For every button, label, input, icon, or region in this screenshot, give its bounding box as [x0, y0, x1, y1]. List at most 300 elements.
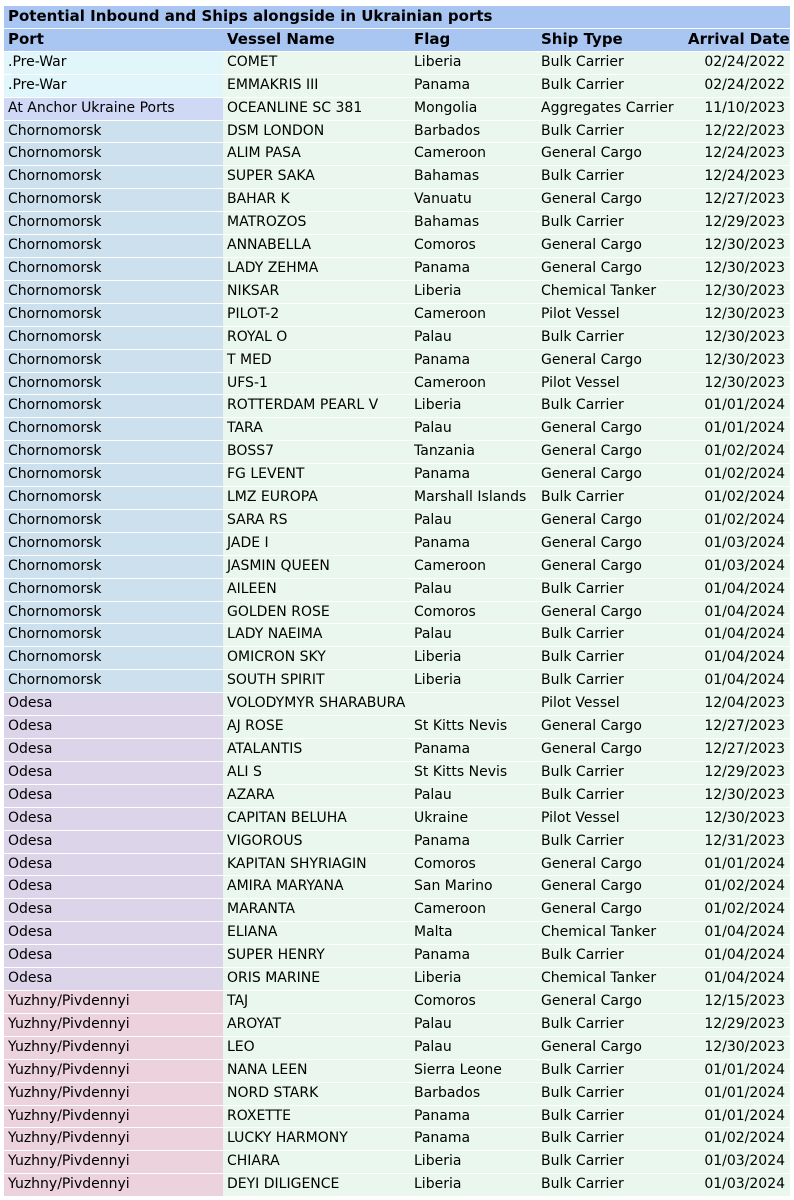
arrival-date-cell: 12/30/2023: [684, 281, 790, 303]
flag-cell: [410, 693, 537, 715]
arrival-date-cell: 12/27/2023: [684, 716, 790, 738]
ship-type-cell: Bulk Carrier: [537, 52, 684, 74]
arrival-date-cell: 01/04/2024: [684, 579, 790, 601]
vessel-name-cell: OCEANLINE SC 381: [223, 98, 410, 120]
flag-cell: Cameroon: [410, 143, 537, 165]
flag-cell: Liberia: [410, 1151, 537, 1173]
table-row: [4, 75, 790, 97]
port-cell: Chornomorsk: [4, 579, 223, 601]
vessel-name-cell: KAPITAN SHYRIAGIN: [223, 854, 410, 876]
vessel-name-cell: ALIM PASA: [223, 143, 410, 165]
port-cell: Chornomorsk: [4, 647, 223, 669]
port-cell: Chornomorsk: [4, 487, 223, 509]
vessel-name-cell: BAHAR K: [223, 189, 410, 211]
table-row: [4, 624, 790, 646]
table-row: [4, 762, 790, 784]
vessel-name-cell: T MED: [223, 350, 410, 372]
flag-cell: Comoros: [410, 602, 537, 624]
port-cell: Chornomorsk: [4, 189, 223, 211]
port-cell: Chornomorsk: [4, 235, 223, 257]
port-cell: Odesa: [4, 968, 223, 990]
ship-type-cell: Chemical Tanker: [537, 281, 684, 303]
vessel-name-cell: CHIARA: [223, 1151, 410, 1173]
arrival-date-cell: 12/24/2023: [684, 166, 790, 188]
flag-cell: Panama: [410, 945, 537, 967]
flag-cell: Barbados: [410, 121, 537, 143]
port-cell: Yuzhny/Pivdennyi: [4, 1037, 223, 1059]
flag-cell: Palau: [410, 579, 537, 601]
table-row: [4, 52, 790, 74]
ship-type-cell: Bulk Carrier: [537, 212, 684, 234]
arrival-date-cell: 12/30/2023: [684, 785, 790, 807]
port-cell: Yuzhny/Pivdennyi: [4, 1014, 223, 1036]
ship-type-cell: Bulk Carrier: [537, 1151, 684, 1173]
port-cell: At Anchor Ukraine Ports: [4, 98, 223, 120]
table-row: [4, 602, 790, 624]
flag-cell: Malta: [410, 922, 537, 944]
flag-cell: Comoros: [410, 854, 537, 876]
flag-cell: Liberia: [410, 281, 537, 303]
arrival-date-cell: 12/04/2023: [684, 693, 790, 715]
arrival-date-cell: 12/29/2023: [684, 762, 790, 784]
table-row: [4, 922, 790, 944]
table-row: [4, 166, 790, 188]
table-row: [4, 235, 790, 257]
arrival-date-cell: 01/02/2024: [684, 510, 790, 532]
table-row: [4, 1174, 790, 1196]
flag-cell: Panama: [410, 533, 537, 555]
flag-cell: Panama: [410, 258, 537, 280]
arrival-date-cell: 12/22/2023: [684, 121, 790, 143]
table-row: [4, 991, 790, 1013]
ship-type-cell: Bulk Carrier: [537, 75, 684, 97]
header-row: [4, 29, 790, 51]
ship-type-cell: General Cargo: [537, 876, 684, 898]
vessel-name-cell: DEYI DILIGENCE: [223, 1174, 410, 1196]
vessel-name-cell: NIKSAR: [223, 281, 410, 303]
flag-cell: Panama: [410, 75, 537, 97]
arrival-date-cell: 01/04/2024: [684, 647, 790, 669]
vessel-name-cell: COMET: [223, 52, 410, 74]
arrival-date-cell: 01/04/2024: [684, 968, 790, 990]
table-row: [4, 281, 790, 303]
arrival-date-cell: 12/30/2023: [684, 258, 790, 280]
ship-type-cell: Bulk Carrier: [537, 945, 684, 967]
vessel-name-cell: BOSS7: [223, 441, 410, 463]
port-cell: Yuzhny/Pivdennyi: [4, 1151, 223, 1173]
ship-table: [4, 5, 790, 1197]
ship-type-cell: General Cargo: [537, 854, 684, 876]
ship-type-cell: General Cargo: [537, 258, 684, 280]
table-row: [4, 579, 790, 601]
port-cell: Odesa: [4, 716, 223, 738]
arrival-date-cell: 01/04/2024: [684, 624, 790, 646]
arrival-date-cell: 01/03/2024: [684, 1174, 790, 1196]
port-cell: Yuzhny/Pivdennyi: [4, 1106, 223, 1128]
table-row: [4, 945, 790, 967]
flag-cell: St Kitts Nevis: [410, 716, 537, 738]
flag-cell: Vanuatu: [410, 189, 537, 211]
table-row: [4, 350, 790, 372]
port-cell: Chornomorsk: [4, 258, 223, 280]
ship-type-cell: Bulk Carrier: [537, 670, 684, 692]
table-row: [4, 670, 790, 692]
table-row: [4, 212, 790, 234]
vessel-name-cell: AZARA: [223, 785, 410, 807]
arrival-date-cell: 01/03/2024: [684, 533, 790, 555]
table-row: [4, 304, 790, 326]
flag-cell: Palau: [410, 624, 537, 646]
flag-cell: Panama: [410, 831, 537, 853]
ship-type-cell: Pilot Vessel: [537, 304, 684, 326]
arrival-date-cell: 01/02/2024: [684, 899, 790, 921]
vessel-name-cell: AJ ROSE: [223, 716, 410, 738]
flag-cell: Liberia: [410, 52, 537, 74]
flag-cell: Cameroon: [410, 304, 537, 326]
flag-cell: Liberia: [410, 1174, 537, 1196]
table-row: [4, 1060, 790, 1082]
vessel-name-cell: NORD STARK: [223, 1083, 410, 1105]
ship-type-cell: Pilot Vessel: [537, 373, 684, 395]
port-cell: Chornomorsk: [4, 418, 223, 440]
vessel-name-cell: ROTTERDAM PEARL V: [223, 395, 410, 417]
arrival-date-cell: 01/01/2024: [684, 1060, 790, 1082]
arrival-date-cell: 01/03/2024: [684, 556, 790, 578]
arrival-date-cell: 01/02/2024: [684, 441, 790, 463]
ship-type-cell: General Cargo: [537, 350, 684, 372]
vessel-name-cell: NANA LEEN: [223, 1060, 410, 1082]
arrival-date-cell: 12/30/2023: [684, 304, 790, 326]
port-cell: Chornomorsk: [4, 327, 223, 349]
table-row: [4, 533, 790, 555]
port-cell: Chornomorsk: [4, 304, 223, 326]
flag-cell: Palau: [410, 327, 537, 349]
ship-type-cell: Bulk Carrier: [537, 487, 684, 509]
ship-type-cell: Bulk Carrier: [537, 1106, 684, 1128]
arrival-date-cell: 01/04/2024: [684, 602, 790, 624]
ship-type-cell: Bulk Carrier: [537, 121, 684, 143]
vessel-name-cell: LUCKY HARMONY: [223, 1128, 410, 1150]
arrival-date-cell: 12/15/2023: [684, 991, 790, 1013]
flag-cell: Panama: [410, 464, 537, 486]
vessel-name-cell: VIGOROUS: [223, 831, 410, 853]
flag-cell: Palau: [410, 785, 537, 807]
vessel-name-cell: ELIANA: [223, 922, 410, 944]
flag-cell: Palau: [410, 510, 537, 532]
ship-type-cell: Bulk Carrier: [537, 647, 684, 669]
port-cell: Odesa: [4, 899, 223, 921]
port-cell: Yuzhny/Pivdennyi: [4, 1060, 223, 1082]
port-cell: Yuzhny/Pivdennyi: [4, 1174, 223, 1196]
flag-cell: Sierra Leone: [410, 1060, 537, 1082]
ship-type-cell: General Cargo: [537, 991, 684, 1013]
flag-cell: Tanzania: [410, 441, 537, 463]
arrival-date-cell: 12/30/2023: [684, 235, 790, 257]
header-port: Port: [4, 29, 223, 51]
port-cell: Chornomorsk: [4, 533, 223, 555]
port-cell: Odesa: [4, 854, 223, 876]
flag-cell: Comoros: [410, 235, 537, 257]
ship-type-cell: General Cargo: [537, 716, 684, 738]
ship-type-cell: General Cargo: [537, 143, 684, 165]
flag-cell: Panama: [410, 1106, 537, 1128]
vessel-name-cell: LEO: [223, 1037, 410, 1059]
ship-table-sheet: [4, 5, 790, 1197]
vessel-name-cell: MARANTA: [223, 899, 410, 921]
vessel-name-cell: ROXETTE: [223, 1106, 410, 1128]
table-row: [4, 1128, 790, 1150]
flag-cell: Cameroon: [410, 899, 537, 921]
ship-type-cell: Bulk Carrier: [537, 1083, 684, 1105]
table-body: [4, 52, 790, 1196]
arrival-date-cell: 01/02/2024: [684, 876, 790, 898]
table-row: [4, 876, 790, 898]
vessel-name-cell: AILEEN: [223, 579, 410, 601]
flag-cell: Mongolia: [410, 98, 537, 120]
vessel-name-cell: ORIS MARINE: [223, 968, 410, 990]
flag-cell: Comoros: [410, 991, 537, 1013]
ship-type-cell: General Cargo: [537, 464, 684, 486]
port-cell: Chornomorsk: [4, 602, 223, 624]
vessel-name-cell: TAJ: [223, 991, 410, 1013]
table-row: [4, 808, 790, 830]
flag-cell: Barbados: [410, 1083, 537, 1105]
table-row: [4, 1083, 790, 1105]
arrival-date-cell: 01/01/2024: [684, 1106, 790, 1128]
vessel-name-cell: JADE I: [223, 533, 410, 555]
ship-type-cell: General Cargo: [537, 418, 684, 440]
ship-type-cell: Bulk Carrier: [537, 1128, 684, 1150]
port-cell: Odesa: [4, 693, 223, 715]
port-cell: Chornomorsk: [4, 395, 223, 417]
port-cell: Chornomorsk: [4, 212, 223, 234]
ship-type-cell: Bulk Carrier: [537, 166, 684, 188]
arrival-date-cell: 02/24/2022: [684, 52, 790, 74]
flag-cell: San Marino: [410, 876, 537, 898]
flag-cell: Marshall Islands: [410, 487, 537, 509]
arrival-date-cell: 12/30/2023: [684, 373, 790, 395]
arrival-date-cell: 01/04/2024: [684, 922, 790, 944]
port-cell: Chornomorsk: [4, 373, 223, 395]
ship-type-cell: Chemical Tanker: [537, 922, 684, 944]
table-row: [4, 1037, 790, 1059]
vessel-name-cell: SOUTH SPIRIT: [223, 670, 410, 692]
vessel-name-cell: GOLDEN ROSE: [223, 602, 410, 624]
ship-type-cell: General Cargo: [537, 441, 684, 463]
port-cell: Chornomorsk: [4, 350, 223, 372]
ship-type-cell: Chemical Tanker: [537, 968, 684, 990]
arrival-date-cell: 12/30/2023: [684, 1037, 790, 1059]
arrival-date-cell: 01/03/2024: [684, 1151, 790, 1173]
ship-type-cell: Pilot Vessel: [537, 808, 684, 830]
port-cell: Odesa: [4, 831, 223, 853]
vessel-name-cell: AROYAT: [223, 1014, 410, 1036]
port-cell: Yuzhny/Pivdennyi: [4, 991, 223, 1013]
arrival-date-cell: 12/30/2023: [684, 350, 790, 372]
arrival-date-cell: 12/30/2023: [684, 327, 790, 349]
flag-cell: Palau: [410, 1014, 537, 1036]
ship-type-cell: General Cargo: [537, 510, 684, 532]
vessel-name-cell: ATALANTIS: [223, 739, 410, 761]
ship-type-cell: Bulk Carrier: [537, 762, 684, 784]
ship-type-cell: General Cargo: [537, 602, 684, 624]
arrival-date-cell: 01/01/2024: [684, 1083, 790, 1105]
port-cell: Chornomorsk: [4, 464, 223, 486]
ship-type-cell: Bulk Carrier: [537, 1014, 684, 1036]
flag-cell: Liberia: [410, 395, 537, 417]
table-row: [4, 143, 790, 165]
flag-cell: Panama: [410, 350, 537, 372]
flag-cell: Panama: [410, 739, 537, 761]
flag-cell: Cameroon: [410, 373, 537, 395]
arrival-date-cell: 01/01/2024: [684, 854, 790, 876]
table-row: [4, 693, 790, 715]
port-cell: Odesa: [4, 945, 223, 967]
ship-type-cell: Bulk Carrier: [537, 1174, 684, 1196]
port-cell: .Pre-War: [4, 75, 223, 97]
table-row: [4, 556, 790, 578]
port-cell: Odesa: [4, 876, 223, 898]
flag-cell: Cameroon: [410, 556, 537, 578]
arrival-date-cell: 12/30/2023: [684, 808, 790, 830]
table-row: [4, 785, 790, 807]
flag-cell: Bahamas: [410, 212, 537, 234]
vessel-name-cell: LADY NAEIMA: [223, 624, 410, 646]
table-row: [4, 395, 790, 417]
table-row: [4, 189, 790, 211]
arrival-date-cell: 12/29/2023: [684, 212, 790, 234]
port-cell: Yuzhny/Pivdennyi: [4, 1128, 223, 1150]
vessel-name-cell: CAPITAN BELUHA: [223, 808, 410, 830]
vessel-name-cell: LMZ EUROPA: [223, 487, 410, 509]
vessel-name-cell: OMICRON SKY: [223, 647, 410, 669]
flag-cell: Palau: [410, 418, 537, 440]
table-row: [4, 441, 790, 463]
flag-cell: Palau: [410, 1037, 537, 1059]
table-row: [4, 121, 790, 143]
table-row: [4, 464, 790, 486]
ship-type-cell: Bulk Carrier: [537, 395, 684, 417]
ship-type-cell: Bulk Carrier: [537, 624, 684, 646]
arrival-date-cell: 02/24/2022: [684, 75, 790, 97]
table-row: [4, 373, 790, 395]
header-ship-type: Ship Type: [537, 29, 684, 51]
port-cell: Odesa: [4, 739, 223, 761]
arrival-date-cell: 01/01/2024: [684, 418, 790, 440]
ship-type-cell: Pilot Vessel: [537, 693, 684, 715]
port-cell: Odesa: [4, 762, 223, 784]
arrival-date-cell: 01/04/2024: [684, 945, 790, 967]
table-row: [4, 258, 790, 280]
arrival-date-cell: 12/27/2023: [684, 189, 790, 211]
arrival-date-cell: 01/04/2024: [684, 670, 790, 692]
flag-cell: Liberia: [410, 670, 537, 692]
table-row: [4, 487, 790, 509]
table-row: [4, 716, 790, 738]
table-row: [4, 899, 790, 921]
vessel-name-cell: ANNABELLA: [223, 235, 410, 257]
table-row: [4, 831, 790, 853]
vessel-name-cell: PILOT-2: [223, 304, 410, 326]
table-row: [4, 854, 790, 876]
ship-type-cell: Bulk Carrier: [537, 831, 684, 853]
ship-type-cell: Bulk Carrier: [537, 1060, 684, 1082]
table-row: [4, 1151, 790, 1173]
arrival-date-cell: 11/10/2023: [684, 98, 790, 120]
table-row: [4, 1014, 790, 1036]
port-cell: Yuzhny/Pivdennyi: [4, 1083, 223, 1105]
table-row: [4, 647, 790, 669]
flag-cell: Bahamas: [410, 166, 537, 188]
vessel-name-cell: FG LEVENT: [223, 464, 410, 486]
port-cell: Chornomorsk: [4, 166, 223, 188]
port-cell: Chornomorsk: [4, 556, 223, 578]
vessel-name-cell: LADY ZEHMA: [223, 258, 410, 280]
arrival-date-cell: 12/24/2023: [684, 143, 790, 165]
header-flag: Flag: [410, 29, 537, 51]
ship-type-cell: General Cargo: [537, 189, 684, 211]
port-cell: Odesa: [4, 808, 223, 830]
vessel-name-cell: EMMAKRIS III: [223, 75, 410, 97]
table-row: [4, 739, 790, 761]
port-cell: Odesa: [4, 785, 223, 807]
vessel-name-cell: MATROZOS: [223, 212, 410, 234]
arrival-date-cell: 01/01/2024: [684, 395, 790, 417]
flag-cell: Ukraine: [410, 808, 537, 830]
arrival-date-cell: 12/31/2023: [684, 831, 790, 853]
port-cell: Chornomorsk: [4, 510, 223, 532]
vessel-name-cell: AMIRA MARYANA: [223, 876, 410, 898]
vessel-name-cell: UFS-1: [223, 373, 410, 395]
arrival-date-cell: 12/29/2023: [684, 1014, 790, 1036]
flag-cell: St Kitts Nevis: [410, 762, 537, 784]
vessel-name-cell: SARA RS: [223, 510, 410, 532]
vessel-name-cell: JASMIN QUEEN: [223, 556, 410, 578]
port-cell: Chornomorsk: [4, 441, 223, 463]
vessel-name-cell: ALI S: [223, 762, 410, 784]
vessel-name-cell: SUPER SAKA: [223, 166, 410, 188]
ship-type-cell: General Cargo: [537, 739, 684, 761]
arrival-date-cell: 01/02/2024: [684, 487, 790, 509]
vessel-name-cell: SUPER HENRY: [223, 945, 410, 967]
ship-type-cell: Bulk Carrier: [537, 785, 684, 807]
arrival-date-cell: 01/02/2024: [684, 1128, 790, 1150]
port-cell: .Pre-War: [4, 52, 223, 74]
ship-type-cell: General Cargo: [537, 533, 684, 555]
vessel-name-cell: DSM LONDON: [223, 121, 410, 143]
table-row: [4, 418, 790, 440]
flag-cell: Panama: [410, 1128, 537, 1150]
flag-cell: Liberia: [410, 968, 537, 990]
flag-cell: Liberia: [410, 647, 537, 669]
ship-type-cell: General Cargo: [537, 1037, 684, 1059]
table-row: [4, 98, 790, 120]
ship-type-cell: Bulk Carrier: [537, 327, 684, 349]
port-cell: Chornomorsk: [4, 143, 223, 165]
ship-type-cell: General Cargo: [537, 235, 684, 257]
vessel-name-cell: ROYAL O: [223, 327, 410, 349]
ship-type-cell: Bulk Carrier: [537, 579, 684, 601]
arrival-date-cell: 01/02/2024: [684, 464, 790, 486]
table-row: [4, 510, 790, 532]
port-cell: Chornomorsk: [4, 670, 223, 692]
arrival-date-cell: 12/27/2023: [684, 739, 790, 761]
table-title: Potential Inbound and Ships alongside in Ukrainian ports: [4, 6, 790, 28]
port-cell: Chornomorsk: [4, 281, 223, 303]
port-cell: Chornomorsk: [4, 624, 223, 646]
vessel-name-cell: VOLODYMYR SHARABURA: [223, 693, 410, 715]
header-arrival-date: Arrival Date: [684, 29, 790, 51]
